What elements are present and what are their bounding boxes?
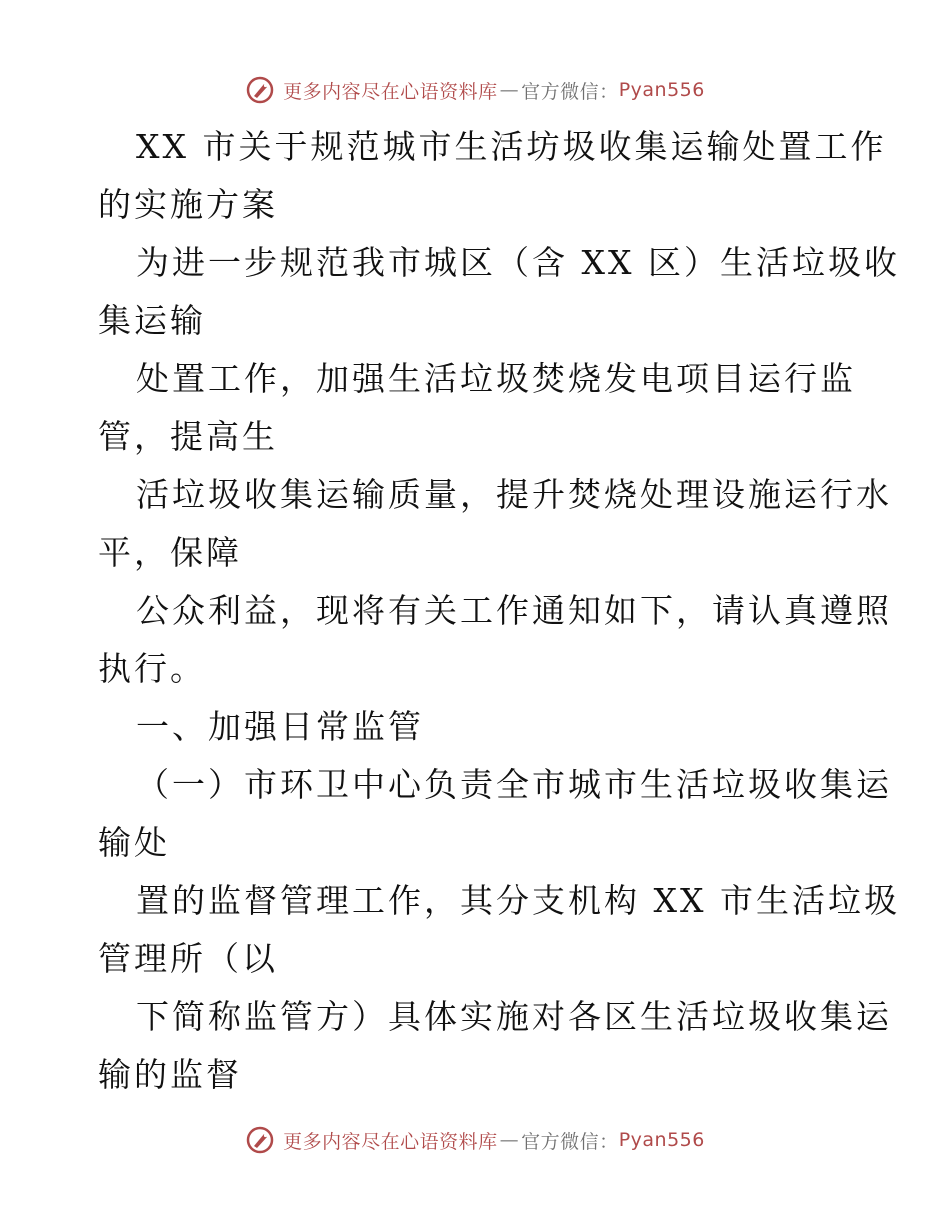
document-title-line-1: XX 市关于规范城市生活坊圾收集运输处置工作 xyxy=(136,127,887,166)
paragraph-line: 公众利益，现将有关工作通知如下，请认真遵照 xyxy=(136,591,892,630)
paragraph-line: 处置工作，加强生活垃圾焚烧发电项目运行监 xyxy=(136,359,856,398)
paragraph-line: 执行。 xyxy=(98,649,206,688)
watermark-dash: — xyxy=(499,1129,520,1151)
pen-nib-circle-icon xyxy=(245,1125,275,1155)
document-title-line-2: 的实施方案 xyxy=(98,185,278,224)
paragraph-line: 集运输 xyxy=(98,301,206,340)
document-body xyxy=(98,118,900,1104)
watermark-text: 更多内容尽在心语资料库 xyxy=(283,1130,498,1153)
paragraph-line: 管理所（以 xyxy=(98,939,278,978)
watermark-dash: — xyxy=(499,79,520,101)
paragraph-line: 输的监督 xyxy=(98,1055,242,1094)
paragraph-line: 活垃圾收集运输质量，提升焚烧处理设施运行水 xyxy=(136,475,892,514)
header-watermark xyxy=(0,70,950,110)
watermark-id: Pyan556 xyxy=(618,79,705,101)
watermark-contact: 官方微信： xyxy=(521,80,619,103)
watermark-contact: 官方微信： xyxy=(521,1130,619,1153)
paragraph-line: 为进一步规范我市城区（含 XX 区）生活垃圾收 xyxy=(136,243,900,282)
watermark-text: 更多内容尽在心语资料库 xyxy=(283,80,498,103)
watermark-id: Pyan556 xyxy=(618,1129,705,1151)
pen-nib-circle-icon xyxy=(245,75,275,105)
paragraph-line: 平，保障 xyxy=(98,533,242,572)
footer-watermark xyxy=(0,1120,950,1160)
paragraph-line: 输处 xyxy=(98,823,170,862)
paragraph-line: 置的监督管理工作，其分支机构 XX 市生活垃圾 xyxy=(136,881,900,920)
paragraph-line: （一）市环卫中心负责全市城市生活垃圾收集运 xyxy=(136,765,892,804)
section-heading: 一、加强日常监管 xyxy=(136,707,424,746)
paragraph-line: 管，提高生 xyxy=(98,417,278,456)
paragraph-line: 下简称监管方）具体实施对各区生活垃圾收集运 xyxy=(136,997,892,1036)
